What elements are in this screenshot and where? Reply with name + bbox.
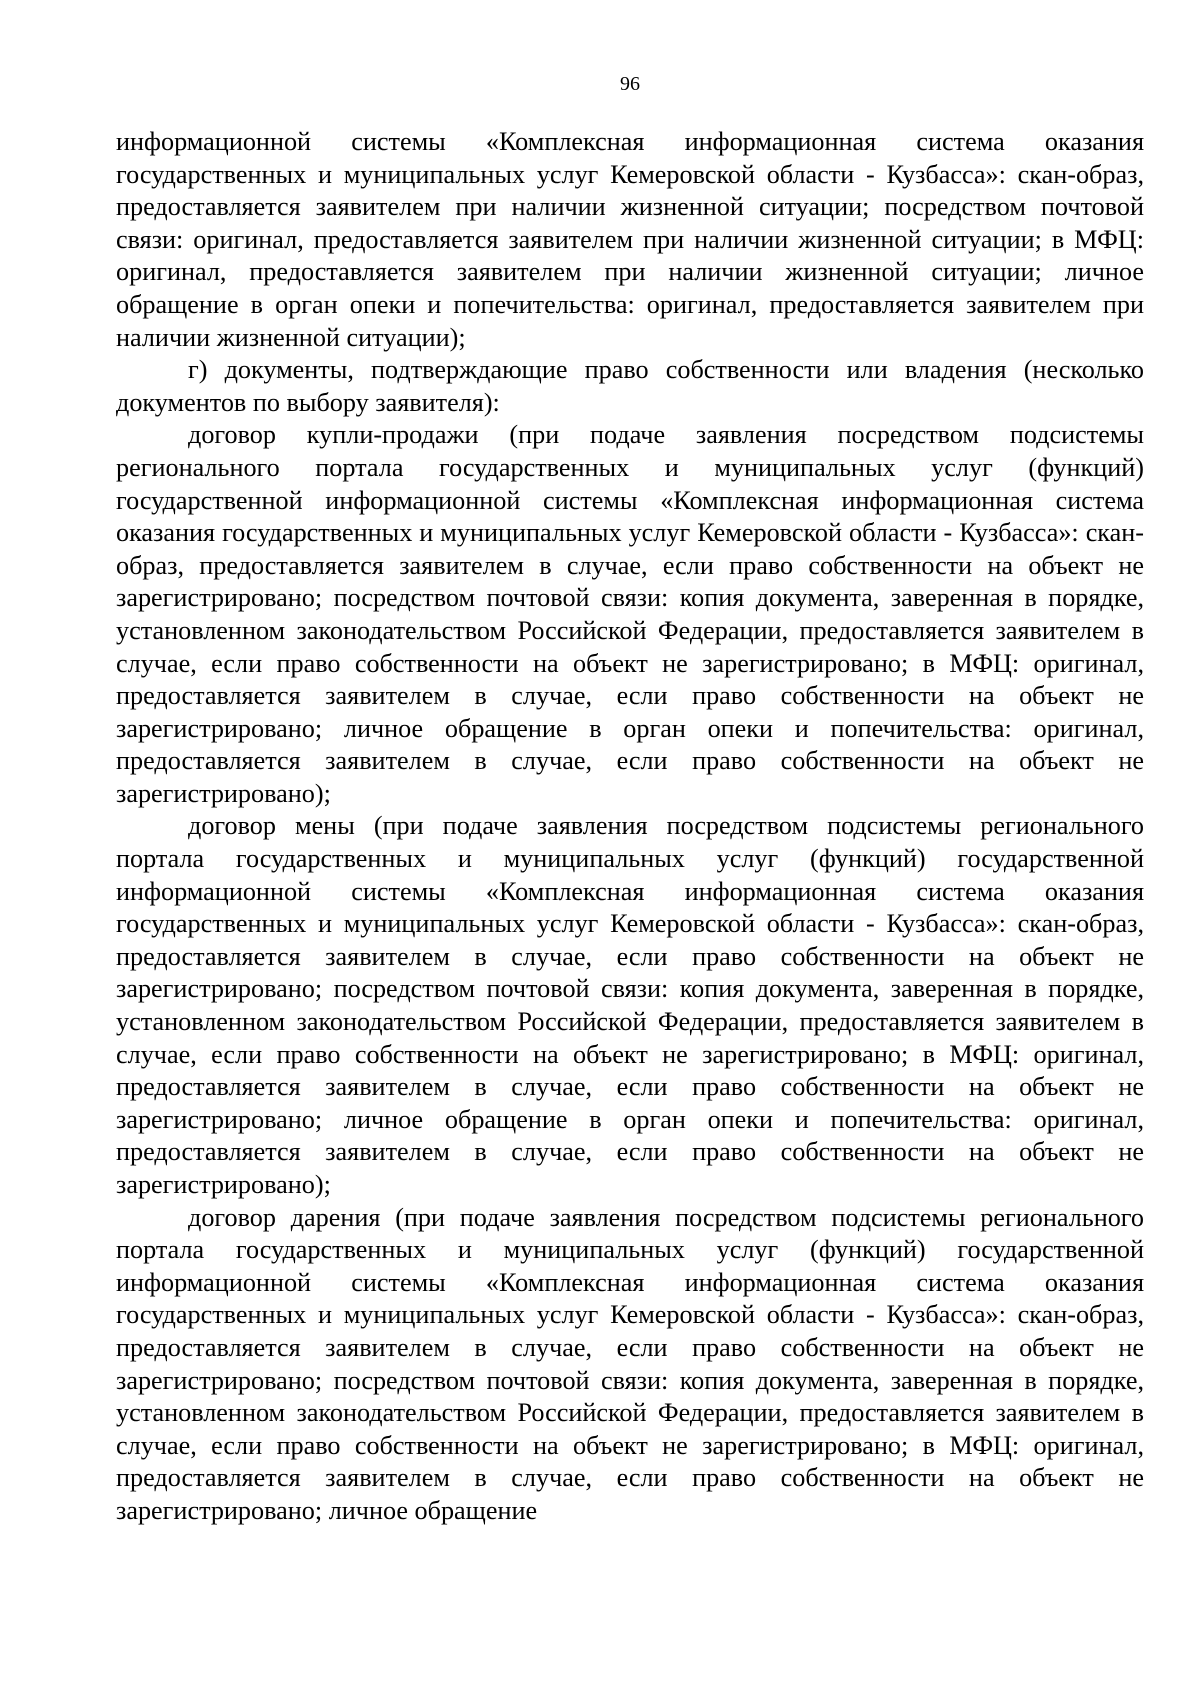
paragraph-gift-agreement: договор дарения (при подаче заявления посредством подсистемы регионального портала государственных и муниципальных услуг (функций) государственной информационной системы «Комплексная информационная система оказания государственных и муниципальных услуг Кемеровской области - Кузбасса»: скан-образ, предоставляется заявителем в случае, если право собственности на объект не зарегистрировано; посредством почтовой связи: копия документа, заверенная в порядке, установленном законодательством Российской Федерации, предоставляется заявителем в случае, если право собственности на объект не зарегистрировано; в МФЦ: оригинал, предоставляется заявителем в случае, если право собственности на объект не зарегистрировано; личное обращение: [116, 1202, 1144, 1525]
document-body: [116, 126, 1144, 1528]
paragraph-continuation: информационной системы «Комплексная информационная система оказания государственных и муниципальных услуг Кемеровской области - Кузбасса»: скан-образ, предоставляется заявителем при наличии жизненной ситуации; посредством почтовой связи: оригинал, предоставляется заявителем при наличии жизненной ситуации; в МФЦ: оригинал, предоставляется заявителем при наличии жизненной ситуации; личное обращение в орган опеки и попечительства: оригинал, предоставляется заявителем при наличии жизненной ситуации);: [116, 127, 1144, 352]
page-number: 96: [620, 73, 640, 95]
paragraph-exchange-agreement: договор мены (при подаче заявления посредством подсистемы регионального портала государственных и муниципальных услуг (функций) государственной информационной системы «Комплексная информационная система оказания государственных и муниципальных услуг Кемеровской области - Кузбасса»: скан-образ, предоставляется заявителем в случае, если право собственности на объект не зарегистрировано; посредством почтовой связи: копия документа, заверенная в порядке, установленном законодательством Российской Федерации, предоставляется заявителем в случае, если право собственности на объект не зарегистрировано; в МФЦ: оригинал, предоставляется заявителем в случае, если право собственности на объект не зарегистрировано; личное обращение в орган опеки и попечительства: оригинал, предоставляется заявителем в случае, если право собственности на объект не зарегистрировано);: [116, 811, 1144, 1199]
paragraph-item-g-ownership-documents: г) документы, подтверждающие право собственности или владения (несколько документов по выбору заявителя):: [116, 355, 1144, 417]
paragraph-purchase-agreement: договор купли-продажи (при подаче заявления посредством подсистемы регионального портала государственных и муниципальных услуг (функций) государственной информационной системы «Комплексная информационная система оказания государственных и муниципальных услуг Кемеровской области - Кузбасса»: скан-образ, предоставляется заявителем в случае, если право собственности на объект не зарегистрировано; посредством почтовой связи: копия документа, заверенная в порядке, установленном законодательством Российской Федерации, предоставляется заявителем в случае, если право собственности на объект не зарегистрировано; в МФЦ: оригинал, предоставляется заявителем в случае, если право собственности на объект не зарегистрировано; личное обращение в орган опеки и попечительства: оригинал, предоставляется заявителем в случае, если право собственности на объект не зарегистрировано);: [116, 420, 1144, 808]
